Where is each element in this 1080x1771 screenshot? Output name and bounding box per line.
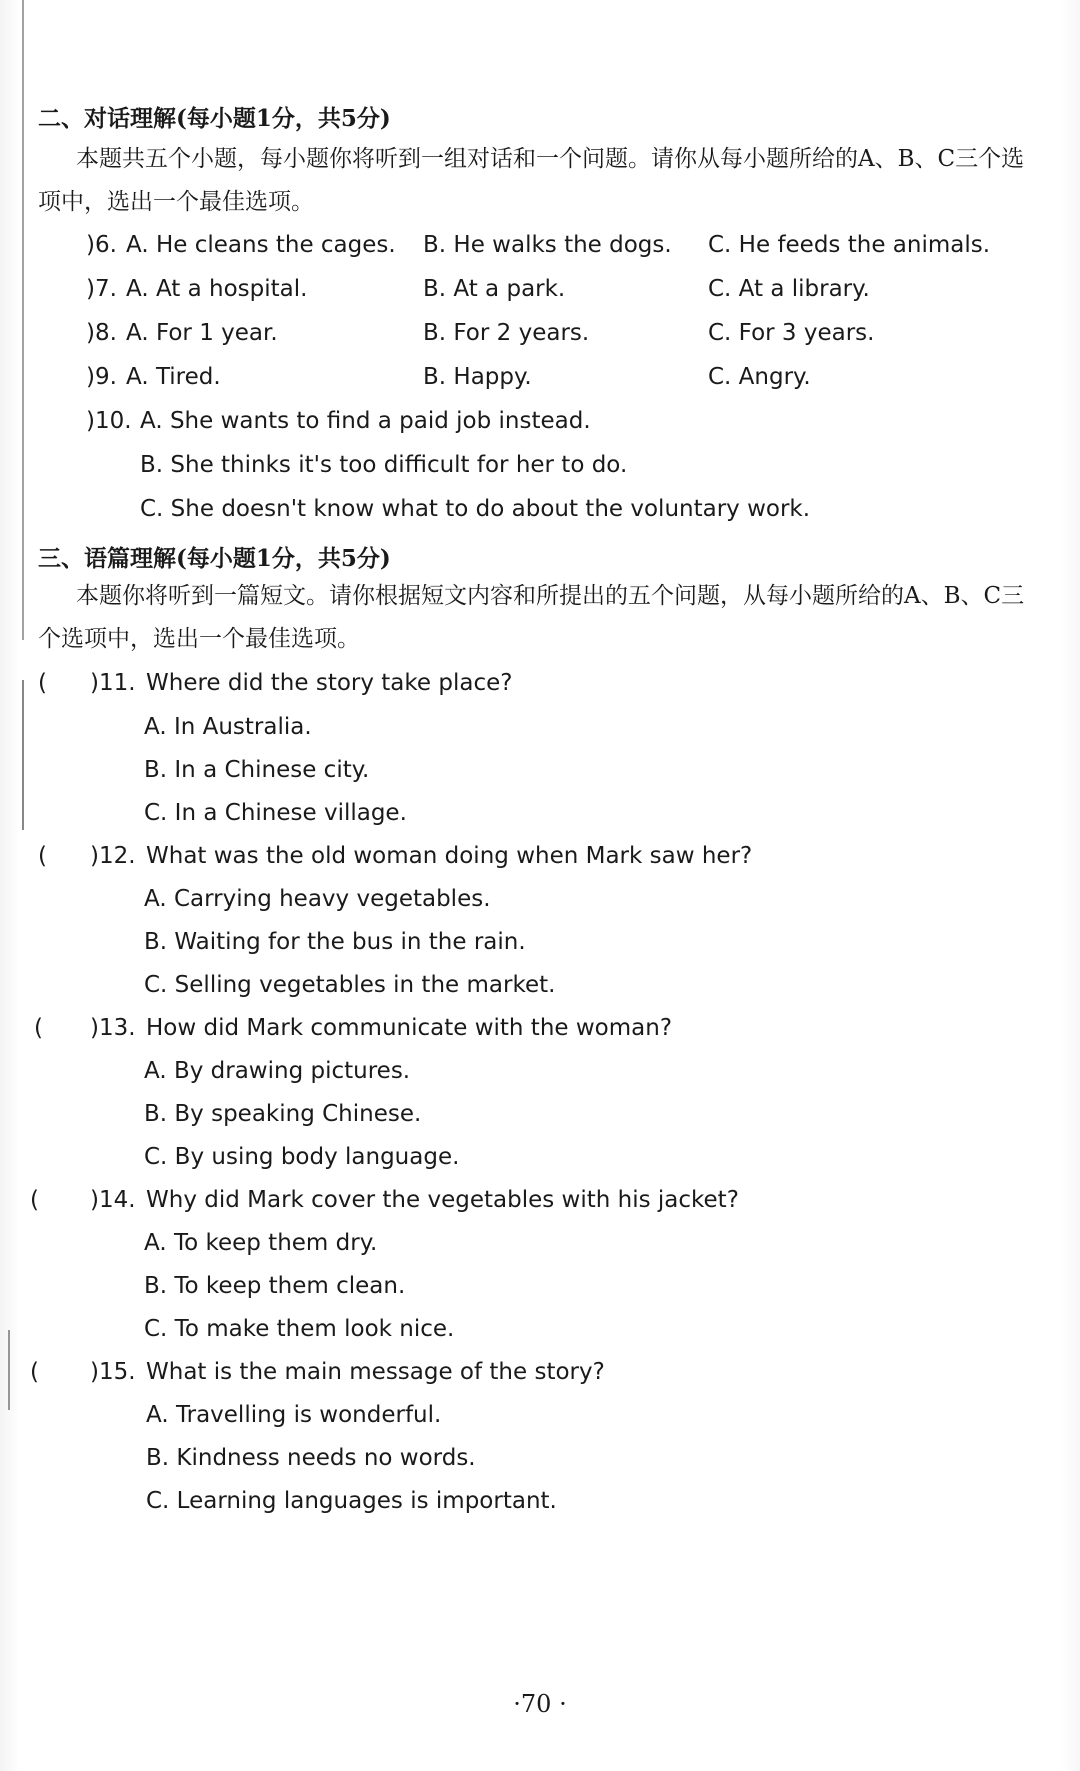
q12-number: )12.	[90, 843, 136, 869]
q13-text: How did Mark communicate with the woman?	[146, 1015, 673, 1041]
q15-number: )15.	[90, 1359, 136, 1385]
q13-option-c: C. By using body language.	[144, 1144, 460, 1170]
q12-option-a: A. Carrying heavy vegetables.	[144, 886, 491, 912]
q12-option-c: C. Selling vegetables in the market.	[144, 972, 556, 998]
q14-paren: (	[30, 1187, 39, 1213]
q9-option-c: C. Angry.	[708, 364, 811, 390]
q10-option-a: A. She wants to find a paid job instead.	[140, 408, 591, 434]
q9-option-b: B. Happy.	[423, 364, 532, 390]
q13-option-a: A. By drawing pictures.	[144, 1058, 411, 1084]
q7-option-a: A. At a hospital.	[126, 276, 308, 302]
q10-number: )10.	[86, 408, 132, 434]
q12-paren: (	[38, 843, 47, 869]
q8-option-a: A. For 1 year.	[126, 320, 278, 346]
q10-option-c: C. She doesn't know what to do about the voluntary work.	[140, 496, 811, 522]
q15-option-b: B. Kindness needs no words.	[146, 1445, 476, 1471]
q6-number: )6.	[86, 232, 117, 258]
q13-number: )13.	[90, 1015, 136, 1041]
q11-text: Where did the story take place?	[146, 670, 513, 696]
q13-paren: (	[34, 1015, 43, 1041]
section2-instruction: 本题共五个小题，每小题你将听到一组对话和一个问题。请你从每小题所给的A、B、C三个选项中，选出一个最佳选项。	[38, 146, 1025, 215]
q11-option-b: B. In a Chinese city.	[144, 757, 370, 783]
q11-paren: (	[38, 670, 47, 696]
q15-text: What is the main message of the story?	[146, 1359, 605, 1385]
q9-option-a: A. Tired.	[126, 364, 221, 390]
q15-option-a: A. Travelling is wonderful.	[146, 1402, 442, 1428]
q14-option-b: B. To keep them clean.	[144, 1273, 406, 1299]
q15-paren: (	[30, 1359, 39, 1385]
q8-option-c: C. For 3 years.	[708, 320, 875, 346]
page-number: ·70 ·	[513, 1690, 567, 1718]
q7-option-c: C. At a library.	[708, 276, 870, 302]
q13-option-b: B. By speaking Chinese.	[144, 1101, 422, 1127]
q6-option-a: A. He cleans the cages.	[126, 232, 396, 258]
q11-option-c: C. In a Chinese village.	[144, 800, 407, 826]
q6-option-c: C. He feeds the animals.	[708, 232, 991, 258]
q12-option-b: B. Waiting for the bus in the rain.	[144, 929, 526, 955]
q7-number: )7.	[86, 276, 117, 302]
margin-line	[22, 0, 24, 640]
margin-line	[22, 680, 24, 830]
section2-title: 二、对话理解(每小题1分，共5分)	[38, 105, 391, 132]
q12-text: What was the old woman doing when Mark saw her?	[146, 843, 753, 869]
q14-option-c: C. To make them look nice.	[144, 1316, 455, 1342]
q15-option-c: C. Learning languages is important.	[146, 1488, 557, 1514]
q8-number: )8.	[86, 320, 117, 346]
section3-title: 三、语篇理解(每小题1分，共5分)	[38, 545, 391, 572]
section3-instruction: 本题你将听到一篇短文。请你根据短文内容和所提出的五个问题，从每小题所给的A、B、C三个选项中，选出一个最佳选项。	[38, 583, 1025, 652]
q7-option-b: B. At a park.	[423, 276, 566, 302]
q14-option-a: A. To keep them dry.	[144, 1230, 378, 1256]
q11-number: )11.	[90, 670, 136, 696]
q14-text: Why did Mark cover the vegetables with his jacket?	[146, 1187, 739, 1213]
q14-number: )14.	[90, 1187, 136, 1213]
q9-number: )9.	[86, 364, 117, 390]
q10-option-b: B. She thinks it's too difficult for her to do.	[140, 452, 628, 478]
margin-line	[8, 1330, 10, 1410]
q8-option-b: B. For 2 years.	[423, 320, 590, 346]
q11-option-a: A. In Australia.	[144, 714, 312, 740]
q6-option-b: B. He walks the dogs.	[423, 232, 672, 258]
